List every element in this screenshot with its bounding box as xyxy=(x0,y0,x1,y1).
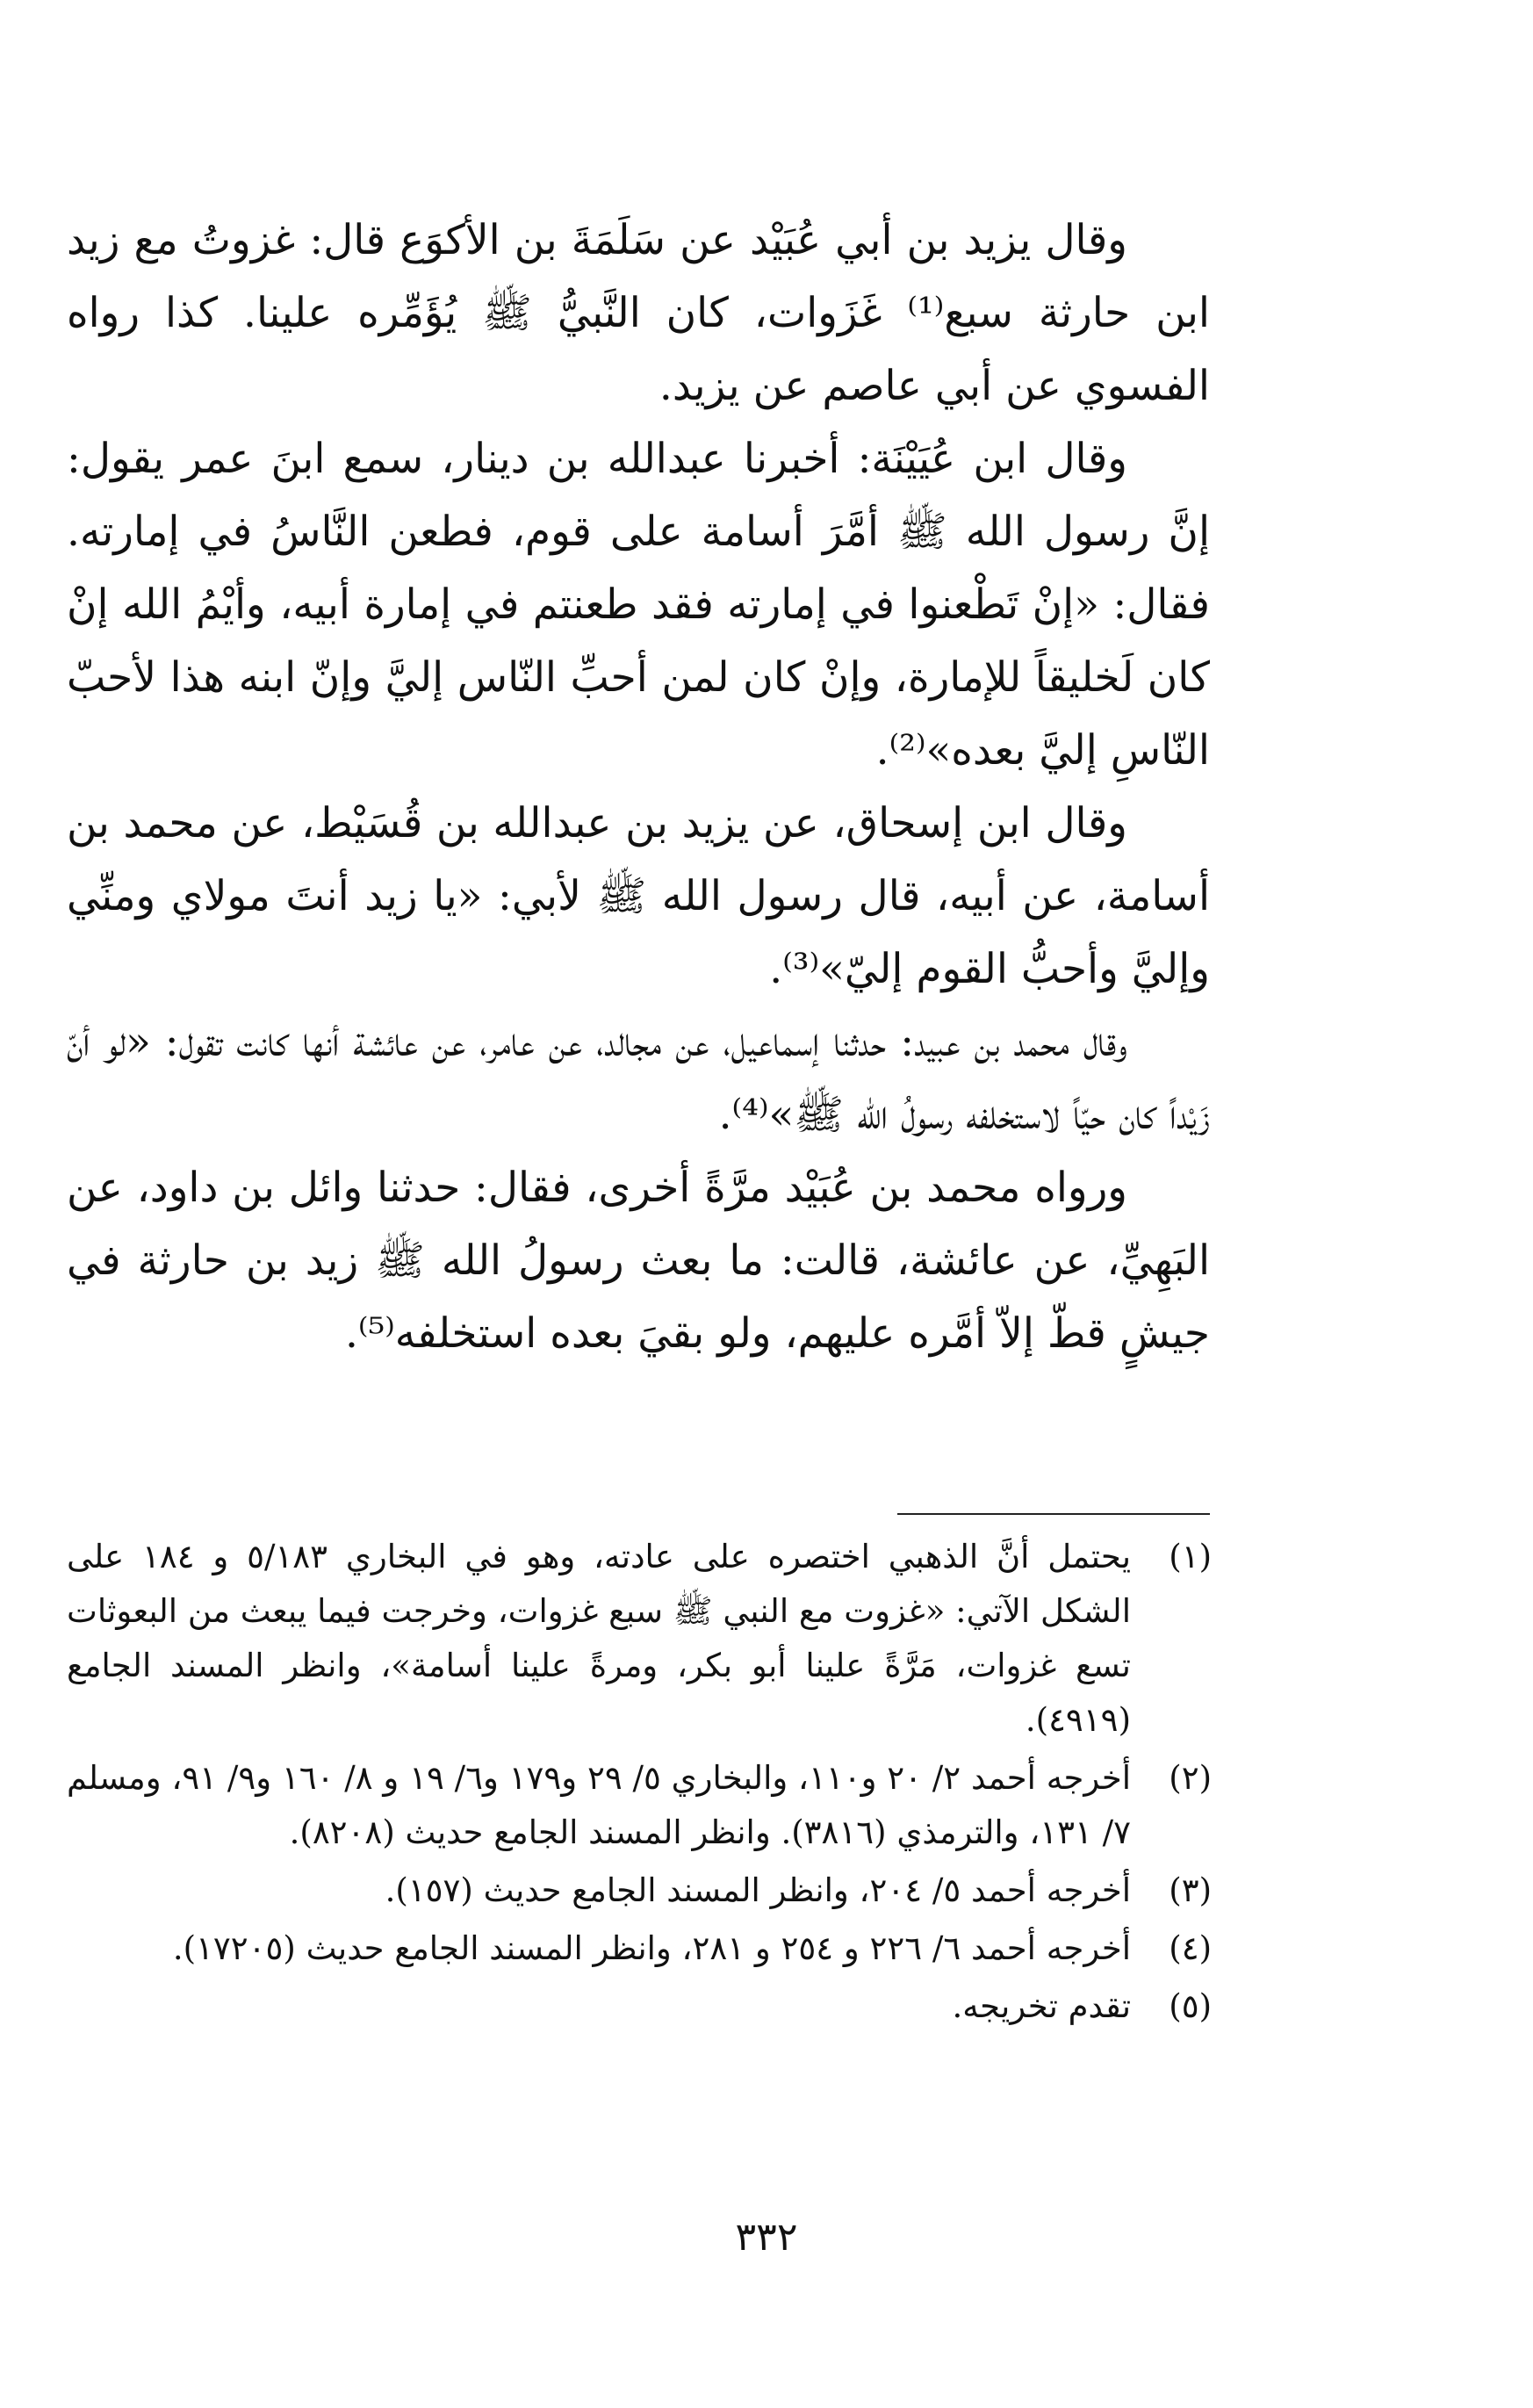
footnote-2 xyxy=(67,1751,1212,1860)
footnote-text: أخرجه أحمد ٢/ ٢٠ و١١٠، والبخاري ٥/ ٢٩ و١٧٩ و٦/ ١٩ و ٨/ ١٦٠ و٩/ ٩١، ومسلم ٧/ ١٣١، والترمذي (٣٨١٦). وانظر المسند الجامع حديث (٨٢٠٨). xyxy=(67,1759,1131,1851)
footnote-number: (١) xyxy=(1169,1538,1212,1575)
footnote-number: (٢) xyxy=(1169,1759,1212,1797)
footnote-text: أخرجه أحمد ٦/ ٢٢٦ و ٢٥٤ و ٢٨١، وانظر المسند الجامع حديث (١٧٢٠٥). xyxy=(172,1929,1131,1967)
footnote-separator xyxy=(897,1513,1210,1515)
footnote-4 xyxy=(67,1921,1212,1976)
paragraph-1: وقال يزيد بن أبي عُبَيْد عن سَلَمَةَ بن الأكوَع قال: غزوتُ مع زيد ابن حارثة سبع⁽¹⁾ غَزَوات، كان النَّبيُّ ﷺ يُؤَمِّره علينا. كذا رواه الفسوي عن أبي عاصم عن يزيد. xyxy=(67,216,1210,410)
page-number: ٣٣٢ xyxy=(735,2215,798,2260)
paragraph-3: وقال ابن إسحاق، عن يزيد بن عبدالله بن قُسَيْط، عن محمد بن أسامة، عن أبيه، قال رسول الله ﷺ لأبي: «يا زيد أنتَ مولاي ومنِّي وإليَّ وأحبُّ القوم إليّ»⁽³⁾. xyxy=(67,799,1210,993)
paragraph-4: وقال محمد بن عبيد: حدثنا إسماعيل، عن مجالد، عن عامر، عن عائشة أنها كانت تقول: «لو أنّ زَيْداً كان حيّاً لاستخلفه رسولُ الله ﷺ»⁽⁴⁾. xyxy=(67,1018,1210,1139)
main-text xyxy=(67,204,1210,1370)
paragraph-5: ورواه محمد بن عُبَيْد مرَّةً أخرى، فقال: حدثنا وائل بن داود، عن البَهِيِّ، عن عائشة، قالت: ما بعث رسولُ الله ﷺ زيد بن حارثة في جيشٍ قطّ إلاّ أمَّره عليهم، ولو بقيَ بعده استخلفه⁽⁵⁾. xyxy=(67,1164,1210,1358)
footnote-3 xyxy=(67,1864,1212,1918)
footnote-number: (٥) xyxy=(1169,1987,1212,2025)
footnote-text: أخرجه أحمد ٥/ ٢٠٤، وانظر المسند الجامع حديث (١٥٧). xyxy=(385,1871,1131,1909)
footnote-number: (٤) xyxy=(1169,1929,1212,1967)
footnote-5 xyxy=(67,1979,1212,2034)
footnote-text: يحتمل أنَّ الذهبي اختصره على عادته، وهو في البخاري ٥/١٨٣ و ١٨٤ على الشكل الآتي: «غزوت مع النبي ﷺ سبع غزوات، وخرجت فيما يبعث من البعوثات تسع غزوات، مَرَّةً علينا أبو بكر، ومرةً علينا أسامة»، وانظر المسند الجامع (٤٩١٩). xyxy=(67,1538,1131,1739)
paragraph-2: وقال ابن عُيَيْنَة: أخبرنا عبدالله بن دينار، سمع ابنَ عمر يقول: إنَّ رسول الله ﷺ أمَّرَ أسامة على قوم، فطعن النَّاسُ في إمارته. فقال: «إنْ تَطْعنوا في إمارته فقد طعنتم في إمارة أبيه، وأيْمُ الله إنْ كان لَخليقاً للإمارة، وإنْ كان لمن أحبِّ النّاس إليَّ وإنّ ابنه هذا لأحبّ النّاسِ إليَّ بعده»⁽²⁾. xyxy=(67,435,1210,775)
footnote-number: (٣) xyxy=(1169,1871,1212,1909)
footnote-text: تقدم تخريجه. xyxy=(952,1987,1131,2025)
footnotes xyxy=(67,1530,1212,2037)
footnote-1 xyxy=(67,1530,1212,1748)
